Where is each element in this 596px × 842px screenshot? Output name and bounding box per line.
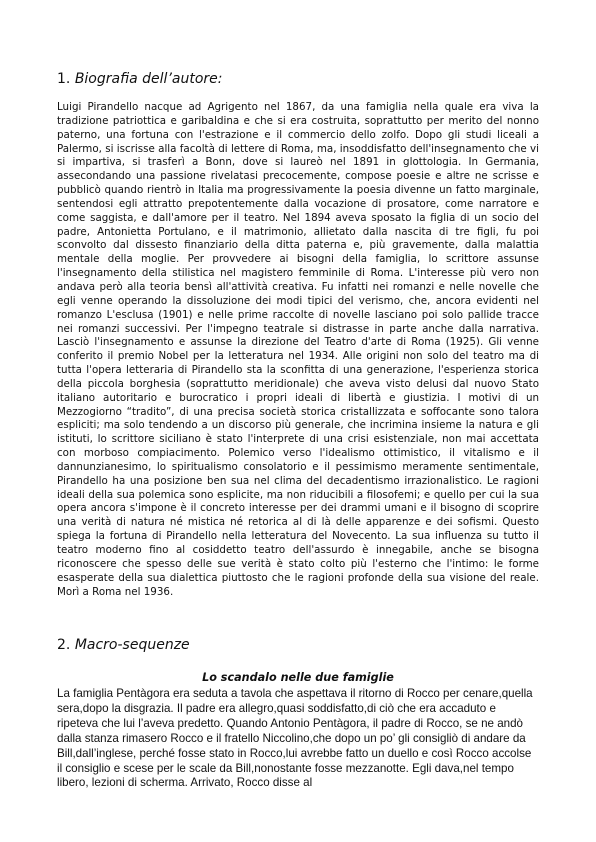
biography-paragraph: Luigi Pirandello nacque ad Agrigento nel 1867, da una famiglia nella quale era viva la tradizione patriottica e garibaldina e che si era costruita, soprattutto per merito del nonno paterno, una fortuna con l'estrazione e il commercio dello zolfo. Dopo gli studi liceali a Palermo, si iscrisse alla facoltà di lettere di Roma, ma, insoddisfatto dell'insegnamento che vi si impartiva, si trasferì a Bonn, dove si laureò nel 1891 in glottologia. In Germania, assecondando una passione rivelatasi precocemente, compose poesie e altre ne scrisse e pubblicò quando rientrò in Italia ma progressivamente la poesia divenne un fatto marginale, sentendosi egli attratto prepotentemente dalla vocazione di prosatore, come narratore e come saggista, e dall'amore per il teatro. Nel 1894 aveva sposato la figlia di un socio del padre, Antonietta Portulano, e il matrimonio, allietato dalla nascita di tre figli, fu poi sconvolto dal dissesto finanziario della ditta paterna e, più gravemente, dalla malattia mentale della moglie. Per provvedere ai bisogni della famiglia, lo scrittore assunse l'insegnamento della stilistica nel magistero femminile di Roma. L'interesse più vero non andava però alla teoria bensì all'attività creativa. Fu infatti nei romanzi e nelle novelle che egli venne operando la dissoluzione dei modi tipici del verismo, che, ancora evidenti nel romanzo L'esclusa (1901) e nelle prime raccolte di novelle lasciano poi solo pallide tracce nei romanzi successivi. Per l'impegno teatrale si distrasse in parte anche dalla narrativa. Lasciò l'insegnamento e assunse la direzione del Teatro d'arte di Roma (1925). Gli venne conferito il premio Nobel per la letteratura nel 1934. Alle origini non solo del teatro ma di tutta l'opera letteraria di Pirandello sta la sconfitta di una generazione, l'esperienza storica della piccola borghesia (soprattutto meridionale) che aveva visto delusi dal nuovo Stato italiano autoritario e burocratico i propri ideali di libertà e giustizia. I motivi di un Mezzogiorno “tradito”, di una precisa società storica cristallizzata e soffocante sono talora espliciti; ma solo tendendo a un discorso più generale, che incrimina insieme la natura e gli istituti, lo scrittore siciliano è stato l'interprete di una crisi esistenziale, non mai accettata con morboso compiacimento. Polemico verso l'idealismo ottimistico, il vitalismo e il dannunzianesimo, lo spiritualismo consolatorio e il pessimismo meramente sentimentale, Pirandello ha una posizione ben sua nel clima del decadentismo irrazionalistico. Le ragioni ideali della sua polemica sono esplicite, ma non riducibili a filosofemi; e quello per cui la sua opera ancora s'impone è il concreto interesse per dei drammi umani e il bisogno di scoprire una verità di natura né mistica né retorica al di là delle apparenze e dei sofismi. Questo spiega la fortuna di Pirandello nella letteratura del Novecento. La sua influenza su tutto il teatro moderno fino al cosiddetto teatro dell'assurdo è innegabile, anche se bisogna riconoscere che spesso delle sue verità è stato colto più l'esterno che l'intimo: le forme esasperate della sua dialettica piuttosto che le ragioni profonde della sua visione del reale. Morì a Roma nel 1936.	[57, 101, 539, 598]
sequence-paragraph: La famiglia Pentàgora era seduta a tavola che aspettava il ritorno di Rocco per cenare,quella sera,dopo la disgrazia. Il padre era allegro,quasi soddisfatto,di ciò che era accaduto e ripeteva che lui l’aveva predetto. Quando Antonio Pentàgora, il padre di Rocco, se ne andò dalla stanza rimasero Rocco e il fratello Niccolino,che dopo un po’ gli consigliò di andare da Bill,dall’inglese, perché fosse stato in Rocco,lui avrebbe fatto un duello e così Rocco accolse il consiglio e scese per le scale da Bill,nonostante fosse mezzanotte. Egli dava,nel tempo libero, lezioni di scherma. Arrivato, Rocco disse al	[57, 687, 533, 790]
section-title: Biografia dell’autore:	[74, 71, 223, 87]
section-number: 1.	[57, 71, 71, 87]
sequence-subheading: Lo scandalo nelle due famiglie	[202, 671, 394, 684]
section-title: Macro-sequenze	[74, 637, 190, 653]
section-number: 2.	[57, 637, 71, 653]
section-heading-biografia	[57, 71, 223, 87]
section-heading-macro-sequenze	[57, 637, 190, 653]
